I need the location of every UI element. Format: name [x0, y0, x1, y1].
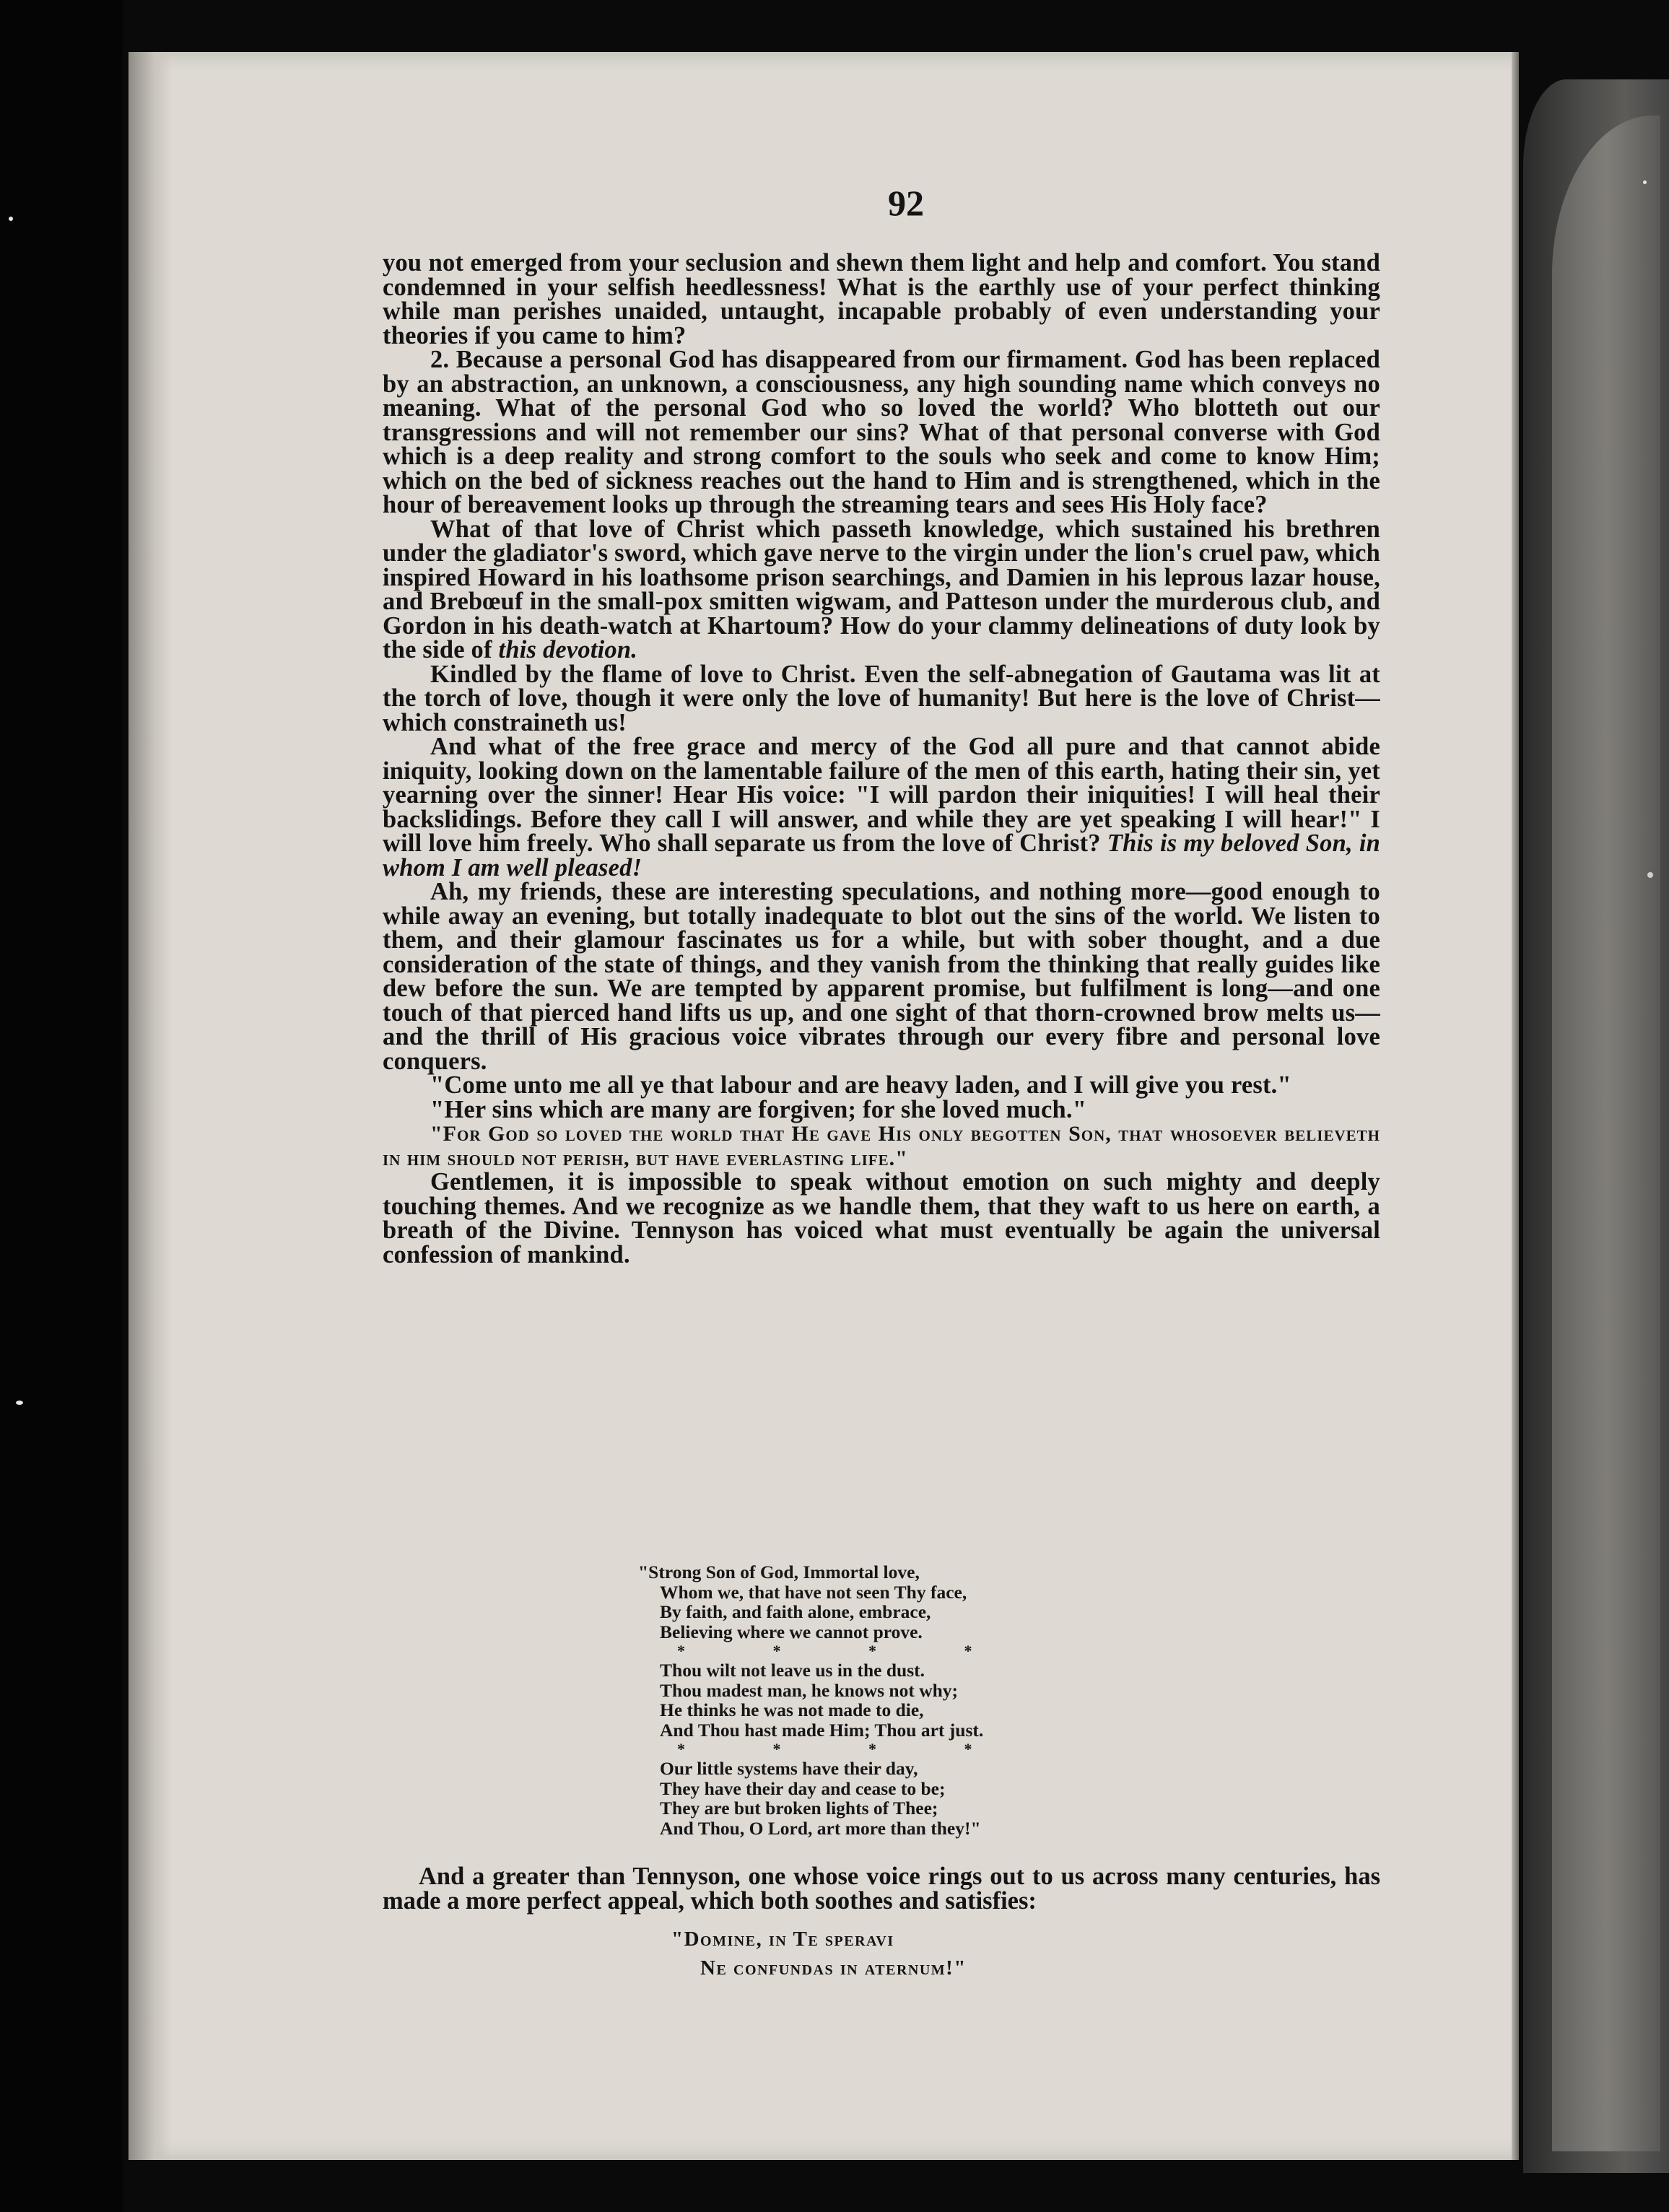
poem-line: By faith, and faith alone, embrace,	[660, 1601, 931, 1622]
closing-text: And a greater than Tennyson, one whose voice rings out to us across many centuries, has made a more perfect appeal, which both soothes and satisfies:	[383, 1863, 1380, 1915]
scan-speck	[16, 1401, 23, 1405]
poem-separator: * * * *	[677, 1642, 1014, 1660]
page-gutter	[128, 52, 172, 2160]
poem-line: Thou madest man, he knows not why;	[660, 1679, 959, 1701]
poem-line: Our little systems have their day,	[660, 1758, 918, 1779]
paragraph-5	[383, 735, 1380, 880]
paragraph-1: you not emerged from your seclusion and shewn them light and help and comfort. You stand condemned in your selfish heedlessness! What is the earthly use of your perfect thinking while man perishes unaided, untaught, incapable probably of even understanding your theories if you came to him?	[383, 249, 1380, 349]
poem-line: Thou wilt not leave us in the dust.	[660, 1660, 925, 1681]
paragraph-4: Kindled by the flame of love to Christ. Even the self-abnegation of Gautama was lit at the torch of love, though it were only the love of humanity! But here is the love of Christ—which constraineth us!	[383, 660, 1380, 736]
poem-line: And Thou, O Lord, art more than they!"	[660, 1817, 981, 1839]
italic-beloved-son: This is my beloved Son, in whom I am well pleased!	[383, 830, 1381, 881]
poem-separator: * * * *	[677, 1740, 1014, 1758]
closing-paragraph	[383, 1864, 1380, 1913]
paragraph-5-text: And what of the free grace and mercy of the God all pure and that cannot abide iniquity, looking down on the lamentable failure of the men of this earth, hating their sin, yet yearning over the sinner! Hear His voice: "I will pardon their iniquities! I will heal their backslidings. Before they call I will answer, and while they are yet speaking I will hear!" I will love him freely. Who shall separate us from the love of Christ?	[383, 733, 1380, 857]
poem-line: They are but broken lights of Thee;	[660, 1798, 938, 1819]
poem-line: Whom we, that have not seen Thy face,	[660, 1581, 967, 1603]
page-number: 92	[888, 183, 924, 223]
poem-line: "Strong Son of God, Immortal love,	[638, 1562, 920, 1582]
paragraph-gentlemen: Gentlemen, it is impossible to speak without emotion on such mighty and deeply touching themes. And we recognize as we handle them, that they waft to us here on earth, a breath of the Divine. Tennyson has voiced what must eventually be again the universal confession of mankind.	[383, 1168, 1380, 1268]
scan-speck	[1643, 180, 1647, 184]
paragraph-3	[383, 515, 1380, 663]
poem-line: Believing where we cannot prove.	[660, 1621, 923, 1642]
scan-background-left	[0, 0, 123, 2212]
latin-line-2: Ne confundas in aternum!"	[700, 1956, 967, 1980]
poem-line: And Thou hast made Him; Thou art just.	[660, 1719, 984, 1741]
paragraph-3-text: What of that love of Christ which passeth knowledge, which sustained his brethren under the gladiator's sword, which gave nerve to the virgin under the lion's cruel paw, which inspired Howard in his loathsome prison searchings, and Damien in his leprous lazar house, and Brebœuf in the small-pox smitten wigwam, and Patteson under the murderous club, and Gordon in his death-watch at Khartoum? How do your clammy delineations of duty look by the side of	[383, 515, 1380, 663]
quote-for-god-so-loved: "For God so loved the world that He gave His only begotten Son, that whosoever believeth in him should not perish, but have everlasting life."	[383, 1122, 1380, 1170]
scan-speck	[9, 217, 13, 221]
paragraph-2: 2. Because a personal God has disappeared from our firmament. God has been replaced by an abstraction, an unknown, a consciousness, any high sounding name which conveys no meaning. What of the personal God who so loved the world? Who blotteth out our transgressions and will not remember our sins? What of that personal converse with God which is a deep reality and strong comfort to the souls who seek and come to know Him; which on the bed of sickness reaches out the hand to Him and is strengthened, which in the hour of bereavement looks up through the streaming tears and sees His Holy face?	[383, 346, 1380, 518]
quote-come-unto-me: "Come unto me all ye that labour and are heavy laden, and I will give you rest."	[430, 1071, 1291, 1099]
latin-line-1: "Domine, in Te speravi	[671, 1928, 894, 1951]
quote-her-sins: "Her sins which are many are forgiven; for she loved much."	[430, 1095, 1087, 1123]
poem-line: He thinks he was not made to die,	[660, 1699, 924, 1720]
italic-this-devotion: this devotion.	[498, 636, 638, 663]
paragraph-6: Ah, my friends, these are interesting speculations, and nothing more—good enough to while away an evening, but totally inadequate to blot out the sins of the world. We listen to them, and their glamour fascinates us for a while, but with sober thought, and a due consideration of the state of things, and they vanish from the thinking that really guides like dew before the sun. We are tempted by apparent promise, but fulfilment is long—and one touch of that pierced hand lifts us up, and one sight of that thorn-crowned brow melts us—and the thrill of His gracious voice vibrates through our every fibre and personal love conquers.	[383, 878, 1380, 1075]
page-edge	[1512, 52, 1519, 2160]
body-text	[383, 251, 1380, 1267]
scan-speck	[1647, 872, 1653, 878]
poem-line: They have their day and cease to be;	[660, 1777, 946, 1799]
latin-quote	[671, 1925, 1321, 1982]
tennyson-poem	[638, 1562, 1143, 1838]
adjacent-page-shade	[1552, 116, 1660, 2151]
